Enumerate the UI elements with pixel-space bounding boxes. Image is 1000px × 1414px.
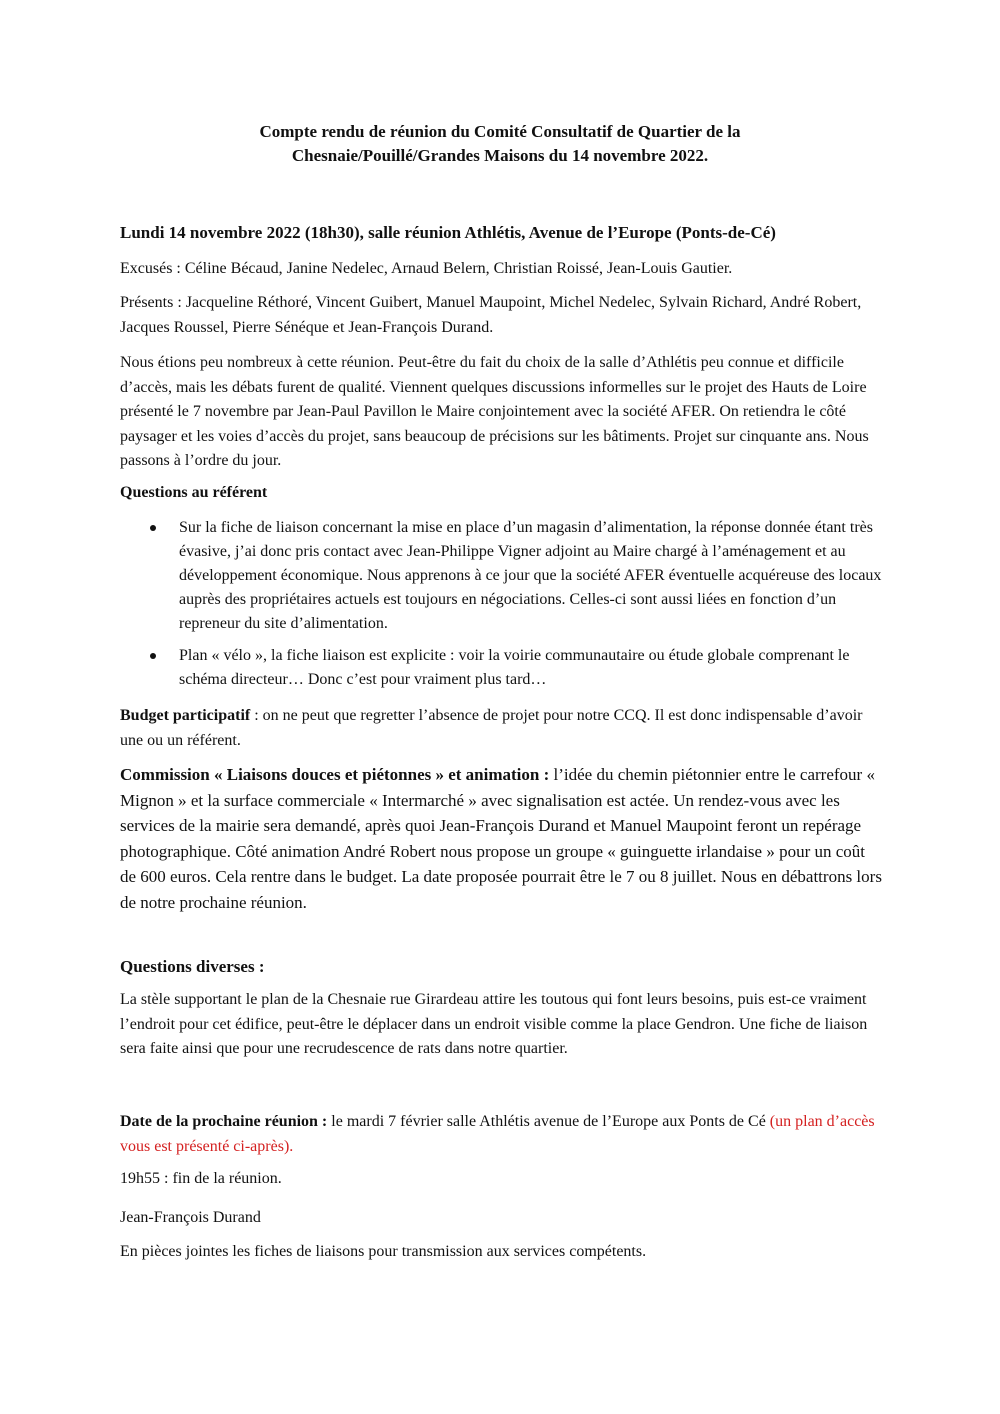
next-meeting-paragraph — [120, 1110, 882, 1159]
questions-diverses-heading: Questions diverses : — [120, 957, 265, 976]
title-line-2: Chesnaie/Pouillé/Grandes Maisons du 14 novembre 2022. — [291, 146, 709, 165]
bullet-icon — [150, 525, 156, 531]
intro-paragraph: Nous étions peu nombreux à cette réunion. Peut-être du fait du choix de la salle d’Athlétis peu connue et difficile d’accès, mais les débats furent de qualité. Viennent quelques discussions informelles sur le projet des Hauts de Loire présenté le 7 novembre par Jean-Paul Pavillon le Maire conjointement avec la société AFER. On retiendra le côté paysager et les voies d’accès du projet, sans beaucoup de précisions sur les bâtiments. Projet sur cinquante ans. Nous passons à l’ordre du jour. — [120, 354, 869, 469]
budget-paragraph — [120, 704, 882, 753]
commission-paragraph — [120, 762, 882, 915]
list-item-text: Plan « vélo », la fiche liaison est explicite : voir la voirie communautaire ou étude globale comprenant le schéma directeur… Donc c’est pour vraiment plus tard… — [179, 647, 850, 688]
next-meeting-note: (un plan d’accès vous est présenté ci-après). — [120, 1113, 875, 1155]
meeting-info: Lundi 14 novembre 2022 (18h30), salle réunion Athlétis, Avenue de l’Europe (Ponts-de-Cé) — [120, 223, 776, 242]
budget-text: : on ne peut que regretter l’absence de projet pour notre CCQ. Il est donc indispensable d’avoir une ou un référent. — [120, 707, 863, 749]
questions-referent-heading: Questions au référent — [120, 484, 268, 501]
end-time: 19h55 : fin de la réunion. — [120, 1170, 282, 1187]
present-list: Présents : Jacqueline Réthoré, Vincent Guibert, Manuel Maupoint, Michel Nedelec, Sylvain Richard, André Robert, Jacques Roussel, Pierre Sénéque et Jean-François Durand. — [120, 294, 862, 336]
list-item — [120, 644, 882, 692]
budget-label: Budget participatif — [120, 707, 251, 724]
list-item — [120, 516, 882, 636]
questions-referent-list — [120, 516, 882, 692]
attachments-note: En pièces jointes les fiches de liaisons pour transmission aux services compétents. — [120, 1243, 647, 1260]
signature: Jean-François Durand — [120, 1209, 261, 1226]
excused-list: Excusés : Céline Bécaud, Janine Nedelec, Arnaud Belern, Christian Roissé, Jean-Louis Gautier. — [120, 260, 733, 277]
document-title — [120, 120, 880, 168]
next-meeting-text: le mardi 7 février salle Athlétis avenue de l’Europe aux Ponts de Cé — [327, 1113, 770, 1130]
list-item-text: Sur la fiche de liaison concernant la mise en place d’un magasin d’alimentation, la réponse donnée étant très évasive, j’ai donc pris contact avec Jean-Philippe Vigner adjoint au Maire chargé à l’aménagement et au développement économique. Nous apprenons à ce jour que la société AFER éventuelle acquéreuse des locaux auprès des propriétaires actuels est toujours en négociations. Celles-ci sont aussi liées en fonction d’un repreneur du site d’alimentation. — [179, 519, 882, 632]
title-line-1: Compte rendu de réunion du Comité Consultatif de Quartier de la — [259, 122, 741, 141]
next-meeting-label: Date de la prochaine réunion : — [120, 1113, 328, 1130]
bullet-icon — [150, 653, 156, 659]
commission-text: l’idée du chemin piétonnier entre le carrefour « Mignon » et la surface commerciale « Intermarché » avec signalisation est actée. Un rendez-vous avec les services de la mairie sera demandé, après quoi Jean-François Durand et Manuel Maupoint feront un repérage photographique. Côté animation André Robert nous propose un groupe « guinguette irlandaise » pour un coût de 600 euros. Cela rentre dans le budget. La date proposée pourrait être le 7 ou 8 juillet. Nous en débattrons lors de notre prochaine réunion. — [120, 765, 882, 912]
questions-diverses-text: La stèle supportant le plan de la Chesnaie rue Girardeau attire les toutous qui font leurs besoins, puis est-ce vraiment l’endroit pour cet édifice, peut-être le déplacer dans un endroit visible comme la place Gendron. Une fiche de liaison sera faite ainsi que pour une recrudescence de rats dans notre quartier. — [120, 991, 868, 1057]
commission-label: Commission « Liaisons douces et piétonnes » et animation : — [120, 765, 550, 784]
